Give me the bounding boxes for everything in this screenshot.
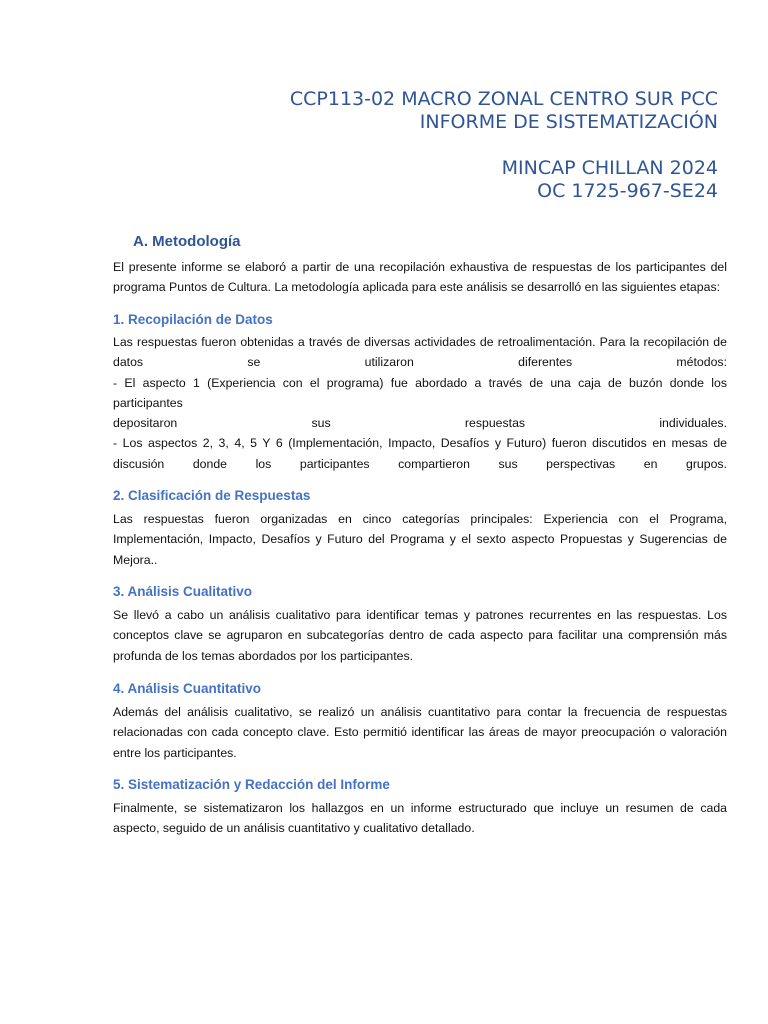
paragraph-line: Finalmente, se sistematizaron los hallazgos en un informe estructurado que incluye un resumen de cada	[113, 801, 727, 815]
step-2-heading: 2. Clasificación de Respuestas	[113, 488, 311, 503]
paragraph-line: entre los participantes.	[113, 745, 237, 760]
step-4-heading: 4. Análisis Cuantitativo	[113, 681, 262, 696]
paragraph-line: conceptos clave se agruparon en subcategorías dentro de cada aspecto para facilitar una comprensión más	[113, 628, 727, 643]
title-line-2: INFORME DE SISTEMATIZACIÓN	[419, 111, 718, 133]
paragraph-line: Mejora..	[113, 552, 158, 567]
step-3-body	[113, 605, 727, 666]
paragraph-line: - Los aspectos 2, 3, 4, 5 Y 6 (Implementación, Impacto, Desafíos y Futuro) fueron discutidos en mesas de	[113, 436, 727, 451]
document-title-block	[290, 88, 718, 203]
step-1-body	[113, 332, 727, 474]
paragraph-line: El presente informe se elaboró a partir de una recopilación exhaustiva de respuestas de los participantes del	[113, 260, 727, 274]
paragraph-line: discusión donde los participantes compartieron sus perspectivas en grupos.	[113, 456, 727, 471]
step-5-body	[113, 798, 727, 839]
paragraph-line: depositaron sus respuestas individuales.	[113, 416, 727, 431]
paragraph-line: - El aspecto 1 (Experiencia con el programa) fue abordado a través de una caja de buzón donde los participantes	[113, 375, 727, 410]
step-5-heading: 5. Sistematización y Redacción del Informe	[113, 777, 390, 792]
title-line-1: CCP113-02 MACRO ZONAL CENTRO SUR PCC	[289, 88, 718, 110]
intro-paragraph	[113, 257, 727, 298]
step-2-body	[113, 509, 727, 570]
paragraph-line: aspecto, seguido de un análisis cuantitativo y cualitativo detallado.	[113, 821, 475, 836]
step-3-heading: 3. Análisis Cualitativo	[113, 584, 253, 599]
paragraph-line: Además del análisis cualitativo, se realizó un análisis cuantitativo para contar la frecuencia de respuestas	[113, 705, 727, 719]
paragraph-line: profunda de los temas abordados por los participantes.	[113, 648, 414, 663]
step-4-body	[113, 702, 727, 763]
title-line-4: OC 1725-967-SE24	[537, 180, 718, 202]
title-line-3: MINCAP CHILLAN 2024	[501, 157, 718, 179]
paragraph-line: Se llevó a cabo un análisis cualitativo para identificar temas y patrones recurrentes en las respuestas. Los	[113, 608, 727, 622]
section-a-heading: A. Metodología	[133, 233, 241, 250]
step-1-heading: 1. Recopilación de Datos	[113, 312, 273, 327]
paragraph-line: Las respuestas fueron organizadas en cinco categorías principales: Experiencia con el Programa,	[113, 512, 727, 526]
paragraph-line: datos se utilizaron diferentes métodos:	[113, 355, 727, 370]
paragraph-line: relacionadas con cada concepto clave. Esto permitió identificar las áreas de mayor preocupación o valoración	[113, 725, 727, 740]
paragraph-line: Las respuestas fueron obtenidas a través de diversas actividades de retroalimentación. Para la recopilación de	[113, 335, 727, 349]
paragraph-line: programa Puntos de Cultura. La metodología aplicada para este análisis se desarrolló en las siguientes etapas:	[113, 280, 721, 295]
paragraph-line: Implementación, Impacto, Desafíos y Futuro del Programa y el sexto aspecto Propuestas y Sugerencias de	[113, 532, 727, 547]
